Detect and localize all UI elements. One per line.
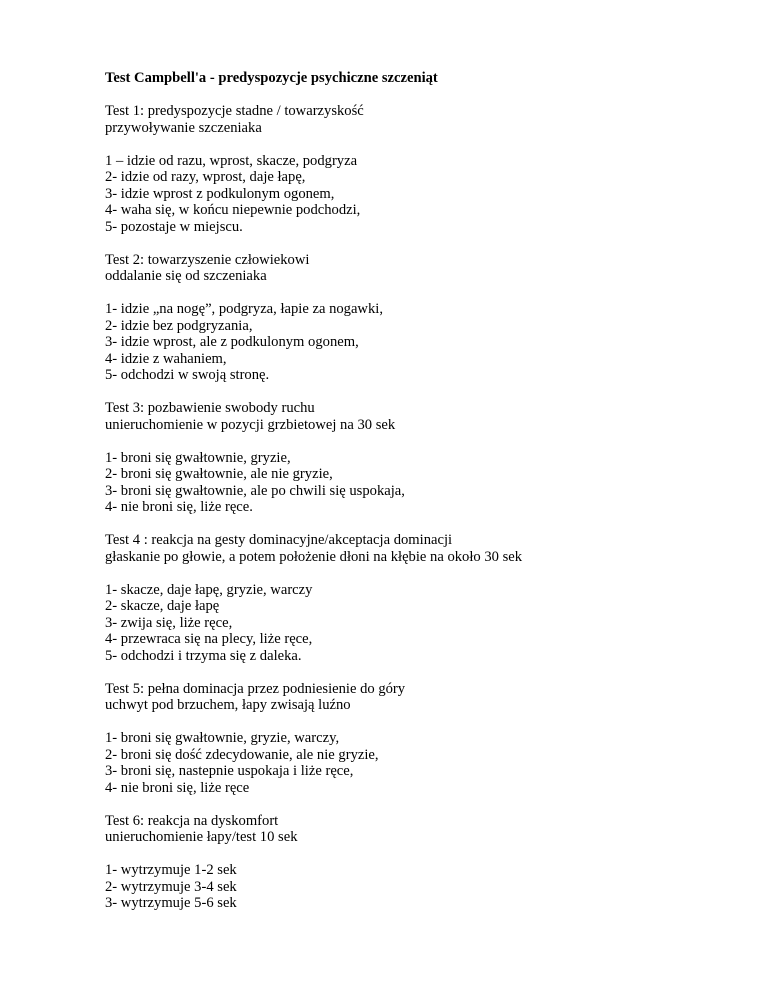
option-item: 3- broni się, nastepnie uspokaja i liże ręce, <box>105 763 354 779</box>
option-item: 4- idzie z wahaniem, <box>105 350 227 367</box>
test-section-6 <box>105 813 745 912</box>
option-item: 2- idzie bez podgryzania, <box>105 317 253 334</box>
option-item: 1- skacze, daje łapę, gryzie, warczy <box>105 581 313 598</box>
option-item: 5- odchodzi i trzyma się z daleka. <box>105 647 302 664</box>
option-item: 3- zwija się, liże ręce, <box>105 614 233 631</box>
test-section-1 <box>105 103 745 235</box>
option-item: 3- idzie wprost, ale z podkulonym ogonem, <box>105 334 359 350</box>
option-item: 1- idzie „na nogę”, podgryza, łapie za nogawki, <box>105 301 383 317</box>
document-page <box>105 70 745 928</box>
test-section-5 <box>105 681 745 797</box>
test-section-4 <box>105 532 745 664</box>
option-item: 4- przewraca się na plecy, liże ręce, <box>105 631 313 647</box>
test-heading: Test 5: pełna dominacja przez podniesienie do góry <box>105 680 406 697</box>
options-list <box>105 582 745 665</box>
option-item: 2- broni się gwałtownie, ale nie gryzie, <box>105 466 333 482</box>
options-list <box>105 862 745 912</box>
options-list <box>105 450 745 516</box>
option-item: 4- nie broni się, liże ręce. <box>105 499 253 515</box>
options-list <box>105 730 745 796</box>
test-section-3 <box>105 400 745 516</box>
option-item: 5- pozostaje w miejscu. <box>105 218 243 235</box>
test-heading: Test 6: reakcja na dyskomfort <box>105 812 279 829</box>
option-item: 1 – idzie od razu, wprost, skacze, podgryza <box>105 152 358 169</box>
option-item: 2- broni się dość zdecydowanie, ale nie gryzie, <box>105 746 379 763</box>
test-description: uchwyt pod brzuchem, łapy zwisają luźno <box>105 697 351 713</box>
test-description: oddalanie się od szczeniaka <box>105 268 267 284</box>
options-list <box>105 153 745 236</box>
option-item: 2- skacze, daje łapę <box>105 598 220 614</box>
test-section-2 <box>105 252 745 384</box>
option-item: 5- odchodzi w swoją stronę. <box>105 367 270 383</box>
test-description: unieruchomienie w pozycji grzbietowej na 30 sek <box>105 416 396 433</box>
options-list <box>105 301 745 384</box>
option-item: 1- broni się gwałtownie, gryzie, <box>105 449 291 466</box>
option-item: 3- idzie wprost z podkulonym ogonem, <box>105 185 335 202</box>
option-item: 3- wytrzymuje 5-6 sek <box>105 895 237 911</box>
option-item: 1- wytrzymuje 1-2 sek <box>105 862 237 878</box>
option-item: 2- wytrzymuje 3-4 sek <box>105 878 237 895</box>
document-title: Test Campbell'a - predyspozycje psychiczne szczeniąt <box>105 70 438 86</box>
option-item: 2- idzie od razy, wprost, daje łapę, <box>105 169 306 185</box>
test-heading: Test 4 : reakcja na gesty dominacyjne/akceptacja dominacji <box>105 532 453 548</box>
test-heading: Test 3: pozbawienie swobody ruchu <box>105 400 315 416</box>
test-description: głaskanie po głowie, a potem położenie dłoni na kłębie na około 30 sek <box>105 548 523 565</box>
test-description: unieruchomienie łapy/test 10 sek <box>105 829 298 845</box>
option-item: 4- waha się, w końcu niepewnie podchodzi, <box>105 202 361 218</box>
test-heading: Test 1: predyspozycje stadne / towarzyskość <box>105 103 364 119</box>
option-item: 1- broni się gwałtownie, gryzie, warczy, <box>105 730 340 746</box>
option-item: 3- broni się gwałtownie, ale po chwili się uspokaja, <box>105 482 405 499</box>
test-description: przywoływanie szczeniaka <box>105 119 262 136</box>
option-item: 4- nie broni się, liże ręce <box>105 779 250 796</box>
test-heading: Test 2: towarzyszenie człowiekowi <box>105 251 310 268</box>
